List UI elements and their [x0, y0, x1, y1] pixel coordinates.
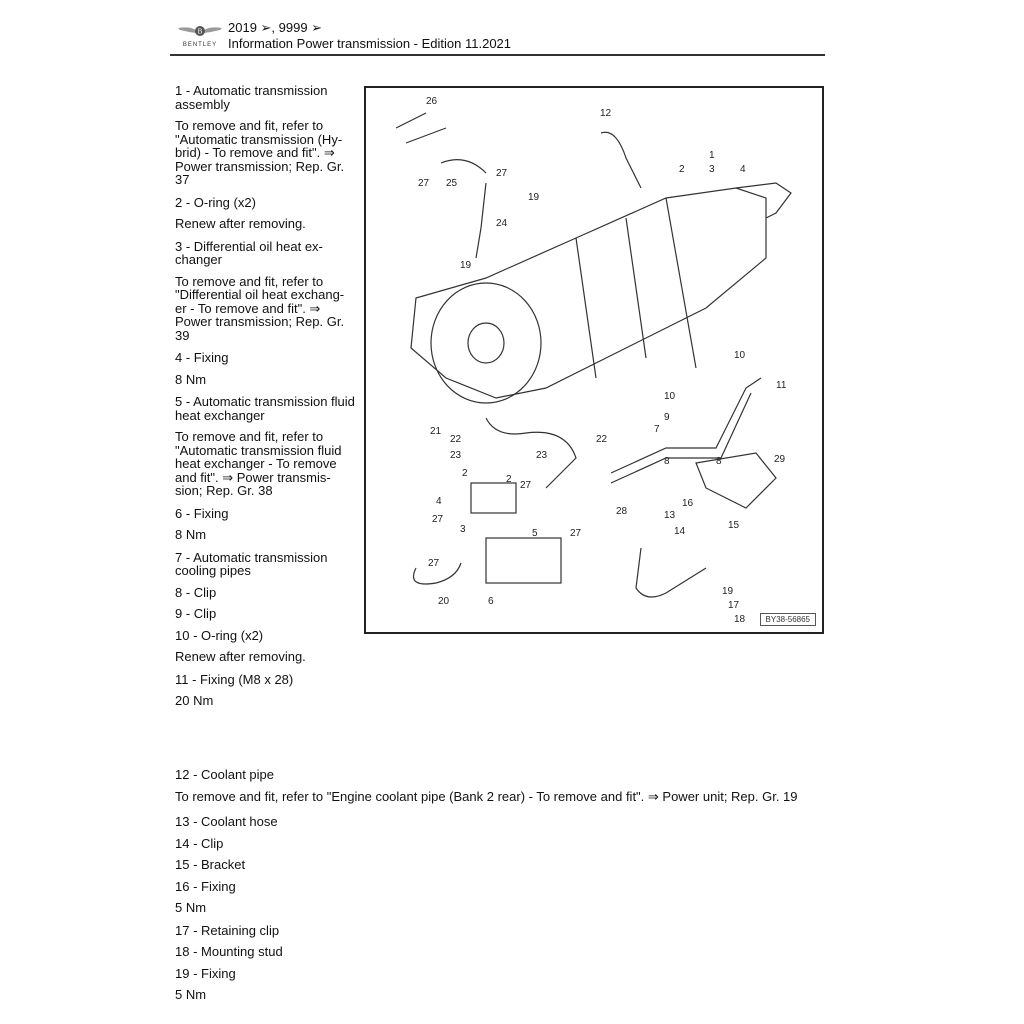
list-item	[175, 858, 798, 872]
callout-9: 9	[664, 412, 670, 423]
callout-27: 27	[432, 514, 444, 525]
list-item	[175, 586, 355, 600]
callout-18: 18	[734, 614, 746, 625]
brand-text: BENTLEY	[182, 42, 218, 48]
item-note: 5 Nm	[175, 987, 207, 1002]
item-title: 16 - Fixing	[175, 878, 236, 894]
callout-10: 10	[664, 391, 676, 402]
list-item	[175, 507, 355, 542]
list-item	[175, 551, 355, 578]
item-note: To remove and fit, refer to "Automatic transmission fluid heat exchanger - To remove and fit". ⇒ Power transmis-sion; Rep. Gr. 38	[175, 429, 342, 498]
callout-27: 27	[520, 480, 532, 491]
callout-2: 2	[462, 468, 468, 479]
item-title: 13 - Coolant hose	[175, 814, 278, 829]
heat-exchanger-3	[471, 483, 516, 513]
transmission-drawing	[366, 88, 822, 632]
callout-5: 5	[532, 528, 538, 539]
list-item	[175, 967, 798, 1002]
list-item	[175, 768, 798, 803]
item-note: 20 Nm	[175, 693, 214, 708]
callout-22: 22	[450, 434, 462, 445]
callout-19: 19	[528, 192, 540, 203]
item-title: 1 - Automatic transmission assembly	[175, 83, 328, 112]
callout-7: 7	[654, 424, 660, 435]
list-item	[175, 196, 355, 231]
callout-22: 22	[596, 434, 608, 445]
list-item	[175, 351, 355, 386]
callout-19: 19	[460, 260, 472, 271]
item-title: 19 - Fixing	[175, 965, 236, 981]
item-title: 11 - Fixing (M8 x 28)	[175, 671, 294, 687]
callout-24: 24	[496, 218, 508, 229]
callout-23: 23	[450, 450, 462, 461]
callout-8: 8	[716, 456, 722, 467]
hose-21	[486, 418, 576, 488]
item-title: 12 - Coolant pipe	[175, 767, 275, 782]
figure-reference: BY38-56865	[760, 613, 816, 626]
list-item	[175, 629, 355, 664]
item-note: 5 Nm	[175, 900, 207, 915]
transmission-housing	[411, 188, 766, 398]
list-item	[175, 924, 798, 938]
callout-23: 23	[536, 450, 548, 461]
list-item	[175, 607, 355, 621]
list-item	[175, 837, 798, 851]
callout-3: 3	[460, 524, 466, 535]
item-note: 8 Nm	[175, 527, 207, 542]
callout-20: 20	[438, 596, 450, 607]
bentley-wings-icon	[178, 24, 222, 38]
callout-14: 14	[674, 526, 686, 537]
item-note: To remove and fit, refer to "Automatic transmission (Hy-brid) - To remove and fit". ⇒ Power transmission; Rep. Gr. 37	[175, 118, 345, 187]
callout-27: 27	[570, 528, 582, 539]
item-title: 18 - Mounting stud	[175, 944, 283, 959]
bracket-29	[696, 453, 776, 508]
parts-list	[175, 84, 355, 717]
callout-12: 12	[600, 108, 612, 119]
item-title: 15 - Bracket	[175, 857, 246, 872]
item-title: 17 - Retaining clip	[175, 922, 280, 938]
document-title: Information Power transmission - Edition 11.2021	[228, 36, 512, 51]
list-item	[175, 815, 798, 829]
callout-1: 1	[709, 150, 715, 161]
list-item	[175, 945, 798, 959]
item-title: 9 - Clip	[175, 606, 217, 621]
callout-11: 11	[776, 380, 787, 391]
parts-list-wide	[175, 768, 798, 1011]
callout-6: 6	[488, 596, 494, 607]
callout-10: 10	[734, 350, 746, 361]
callout-21: 21	[430, 426, 442, 437]
item-title: 10 - O-ring (x2)	[175, 627, 264, 643]
callout-15: 15	[728, 520, 740, 531]
item-title: 6 - Fixing	[175, 505, 229, 521]
callout-27: 27	[418, 178, 430, 189]
item-title: 5 - Automatic transmission fluid heat exchanger	[175, 394, 355, 423]
callout-2: 2	[679, 164, 685, 175]
hose-13	[636, 548, 706, 597]
model-range: 2019 ➢, 9999 ➢	[228, 20, 323, 35]
pipe-12	[601, 132, 641, 188]
list-item	[175, 395, 355, 498]
item-note: To remove and fit, refer to "Differential oil heat exchang-er - To remove and fit". ⇒ Power transmission; Rep. Gr. 39	[175, 273, 345, 343]
item-note: Renew after removing.	[175, 216, 306, 231]
pipe-24	[476, 183, 486, 258]
item-title: 8 - Clip	[175, 584, 217, 600]
item-note: To remove and fit, refer to "Engine coolant pipe (Bank 2 rear) - To remove and fit". ⇒ Power unit; Rep. Gr. 19	[175, 788, 798, 804]
item-title: 7 - Automatic transmission cooling pipes	[175, 549, 328, 578]
callout-4: 4	[740, 164, 746, 175]
page-header	[170, 18, 825, 56]
callout-13: 13	[664, 510, 676, 521]
callout-27: 27	[428, 558, 440, 569]
callout-4: 4	[436, 496, 442, 507]
callout-28: 28	[616, 506, 628, 517]
callout-8: 8	[664, 456, 670, 467]
callout-26: 26	[426, 96, 438, 107]
item-title: 4 - Fixing	[175, 350, 229, 365]
hose-25	[441, 160, 486, 173]
callout-25: 25	[446, 178, 458, 189]
heat-exchanger-5	[486, 538, 561, 583]
list-item	[175, 880, 798, 915]
callout-2: 2	[506, 474, 512, 485]
svg-text:B: B	[197, 27, 203, 36]
item-title: 2 - O-ring (x2)	[175, 194, 256, 210]
pipe-26	[396, 113, 446, 143]
torque-converter-flange	[431, 283, 541, 403]
list-item	[175, 673, 355, 708]
cooling-pipes-7	[611, 378, 761, 473]
list-item	[175, 84, 355, 187]
callout-16: 16	[682, 498, 694, 509]
callout-3: 3	[709, 164, 715, 175]
item-title: 3 - Differential oil heat ex-changer	[175, 238, 323, 267]
item-title: 14 - Clip	[175, 835, 224, 851]
exploded-diagram	[364, 86, 824, 634]
item-note: Renew after removing.	[175, 649, 306, 664]
callout-17: 17	[728, 600, 740, 611]
callout-19: 19	[722, 586, 734, 597]
item-note: 8 Nm	[175, 371, 207, 387]
bentley-logo	[174, 20, 226, 52]
callout-29: 29	[774, 454, 786, 465]
list-item	[175, 240, 355, 343]
callout-27: 27	[496, 168, 508, 179]
